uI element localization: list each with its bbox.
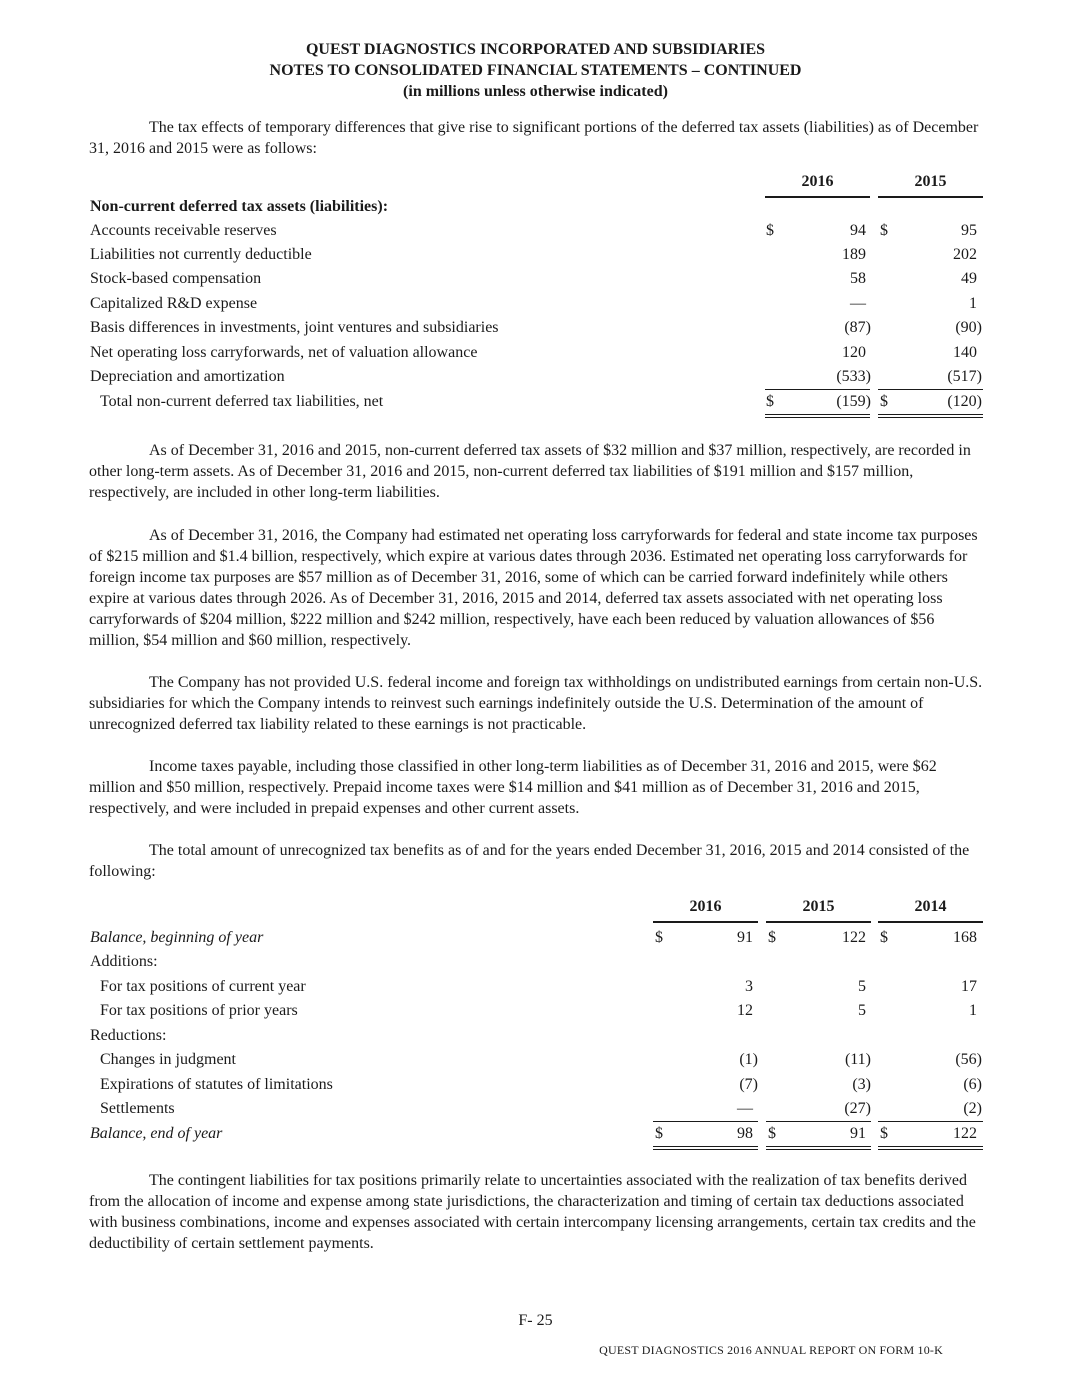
table-row — [0, 341, 1071, 365]
row-label: Total non-current deferred tax liabilities, net — [100, 393, 384, 410]
table-row — [0, 1073, 1071, 1097]
value-2016: (159) — [836, 393, 871, 410]
paragraph-text: The contingent liabilities for tax positions primarily relate to uncertainties associated with the realization of tax benefits derived from the allocation of income and expense among state jurisdictions, the characterization and timing of certain tax deductions associated with business combinations, income and expenses associated with certain intercompany licensing arrangements, certain tax credits and the deductibility of certain settlement payments. — [89, 1172, 976, 1252]
additions-heading-row — [0, 950, 1071, 974]
table-row — [0, 1048, 1071, 1072]
value-2015: (90) — [955, 319, 982, 336]
value-2016: (1) — [739, 1051, 758, 1068]
currency-symbol: $ — [766, 393, 774, 410]
row-label: Accounts receivable reserves — [90, 222, 277, 239]
table-row — [0, 999, 1071, 1023]
currency-symbol: $ — [766, 222, 774, 239]
value-2016: 98 — [737, 1125, 753, 1142]
table-row — [0, 316, 1071, 340]
units-note: (in millions unless otherwise indicated) — [403, 83, 668, 100]
currency-symbol: $ — [655, 1125, 663, 1142]
paragraph — [89, 525, 984, 651]
paragraph-text: As of December 31, 2016 and 2015, non-current deferred tax assets of $32 million and $37 million, respectively, are recorded in other long-term assets. As of December 31, 2016 and 2015, non-current deferred tax liabilities of $191 million and $157 million, respectively, are included in other long-term liabilities. — [89, 442, 971, 501]
value-2014: (6) — [963, 1076, 982, 1093]
value-2016: 189 — [842, 246, 866, 263]
total-double-rule — [765, 414, 870, 418]
table-row — [0, 267, 1071, 291]
value-2015: (11) — [844, 1051, 871, 1068]
table-row — [0, 219, 1071, 243]
value-2016: 94 — [850, 222, 866, 239]
value-2015: (517) — [947, 368, 982, 385]
row-label: Balance, beginning of year — [90, 929, 264, 946]
company-title: QUEST DIAGNOSTICS INCORPORATED AND SUBSIDIARIES — [305, 41, 766, 58]
currency-symbol: $ — [880, 929, 888, 946]
currency-symbol: $ — [655, 929, 663, 946]
value-2014: 1 — [969, 1002, 977, 1019]
paragraph-text: Income taxes payable, including those classified in other long-term liabilities as of December 31, 2016 and 2015, were $62 million and $50 million, respectively. Prepaid income taxes were $14 million and $41 million as of December 31, 2016 and 2015, respectively, and were included in prepaid expenses and other current assets. — [89, 758, 937, 817]
table2-ending-row — [0, 1122, 1071, 1146]
notes-title: NOTES TO CONSOLIDATED FINANCIAL STATEMENTS – CONTINUED — [269, 62, 802, 79]
page-number: F- 25 — [518, 1312, 553, 1329]
paragraph — [89, 840, 984, 882]
paragraph — [89, 756, 984, 819]
value-2015: (27) — [844, 1100, 871, 1117]
table1-total-row — [0, 390, 1071, 414]
paragraph-text: As of December 31, 2016, the Company had estimated net operating loss carryforwards for federal and state income tax purposes of $215 million and $1.4 billion, respectively, which expire at various dates through 2036. Estimated net operating loss carryforwards for foreign income tax purposes are $57 million as of December 31, 2016, some of which can be carried forward indefinitely while others expire at various dates through 2026. As of December 31, 2016, 2015 and 2014, deferred tax assets associated with net operating loss carryforwards of $204 million, $222 million and $242 million, respectively, have each been reduced by valuation allowances of $56 million, $54 million and $60 million, respectively. — [89, 527, 978, 649]
row-label: Liabilities not currently deductible — [90, 246, 312, 263]
value-2016: (7) — [739, 1076, 758, 1093]
total-double-rule — [766, 1146, 871, 1150]
intro-text: The tax effects of temporary differences that give rise to significant portions of the deferred tax assets (liabilities) as of December 31, 2016 and 2015 were as follows: — [89, 119, 979, 157]
value-2016: (533) — [836, 368, 871, 385]
report-footer: QUEST DIAGNOSTICS 2016 ANNUAL REPORT ON FORM 10-K — [599, 1343, 943, 1357]
paragraph-text: The Company has not provided U.S. federal income and foreign tax withholdings on undistributed earnings from certain non-U.S. subsidiaries for which the Company intends to reinvest such earnings indefinitely outside the U.S. Determination of the amount of unrecognized deferred tax liability related to these earnings is not practicable. — [89, 674, 983, 733]
total-double-rule — [878, 414, 983, 418]
currency-symbol: $ — [880, 222, 888, 239]
row-label: For tax positions of prior years — [100, 1002, 298, 1019]
table1-year-2016: 2016 — [765, 172, 870, 198]
row-label: Depreciation and amortization — [90, 368, 285, 385]
intro-paragraph — [89, 117, 984, 159]
table1-section-heading-row — [0, 195, 1071, 219]
currency-symbol: $ — [768, 1125, 776, 1142]
table-row — [0, 365, 1071, 389]
value-2015: 5 — [858, 1002, 866, 1019]
value-2016: — — [737, 1100, 753, 1117]
value-2015: 202 — [953, 246, 977, 263]
table1-year-2015: 2015 — [878, 172, 983, 198]
table2-year-2015: 2015 — [766, 897, 871, 923]
value-2016: — — [850, 295, 866, 312]
table-row — [0, 292, 1071, 316]
row-label: Capitalized R&D expense — [90, 295, 258, 312]
row-label: Balance, end of year — [90, 1125, 223, 1142]
row-label: Changes in judgment — [100, 1051, 236, 1068]
paragraph — [89, 672, 984, 735]
currency-symbol: $ — [880, 1125, 888, 1142]
value-2015: 49 — [961, 270, 977, 287]
currency-symbol: $ — [768, 929, 776, 946]
paragraph-text: The total amount of unrecognized tax benefits as of and for the years ended December 31, 2016, 2015 and 2014 consisted of the following: — [89, 842, 970, 880]
currency-symbol: $ — [880, 393, 888, 410]
row-label: Settlements — [100, 1100, 175, 1117]
value-2016: 12 — [737, 1002, 753, 1019]
row-label: Stock-based compensation — [90, 270, 262, 287]
value-2016: 120 — [842, 344, 866, 361]
table1-section-heading: Non-current deferred tax assets (liabilities): — [90, 198, 389, 215]
value-2015: 140 — [953, 344, 977, 361]
table-row — [0, 1097, 1071, 1121]
row-label: Basis differences in investments, joint ventures and subsidiaries — [90, 319, 499, 336]
row-label: Expirations of statutes of limitations — [100, 1076, 333, 1093]
value-2014: (2) — [963, 1100, 982, 1117]
total-double-rule — [878, 1146, 983, 1150]
value-2015: 5 — [858, 978, 866, 995]
value-2015: 91 — [850, 1125, 866, 1142]
total-double-rule — [653, 1146, 758, 1150]
additions-heading: Additions: — [90, 953, 158, 970]
value-2015: (3) — [852, 1076, 871, 1093]
value-2014: 17 — [961, 978, 977, 995]
value-2016: 58 — [850, 270, 866, 287]
table2-year-2016: 2016 — [653, 897, 758, 923]
value-2015: 122 — [842, 929, 866, 946]
value-2016: (87) — [844, 319, 871, 336]
table-row — [0, 975, 1071, 999]
reductions-heading-row — [0, 1024, 1071, 1048]
table2-year-2014: 2014 — [878, 897, 983, 923]
reductions-heading: Reductions: — [90, 1027, 167, 1044]
value-2014: 168 — [953, 929, 977, 946]
row-label: Net operating loss carryforwards, net of valuation allowance — [90, 344, 478, 361]
paragraph — [89, 440, 984, 503]
value-2015: (120) — [947, 393, 982, 410]
value-2015: 1 — [969, 295, 977, 312]
row-label: For tax positions of current year — [100, 978, 306, 995]
table-row — [0, 926, 1071, 950]
paragraph — [89, 1170, 984, 1254]
value-2016: 3 — [745, 978, 753, 995]
table-row — [0, 243, 1071, 267]
value-2014: (56) — [955, 1051, 982, 1068]
value-2015: 95 — [961, 222, 977, 239]
value-2014: 122 — [953, 1125, 977, 1142]
value-2016: 91 — [737, 929, 753, 946]
